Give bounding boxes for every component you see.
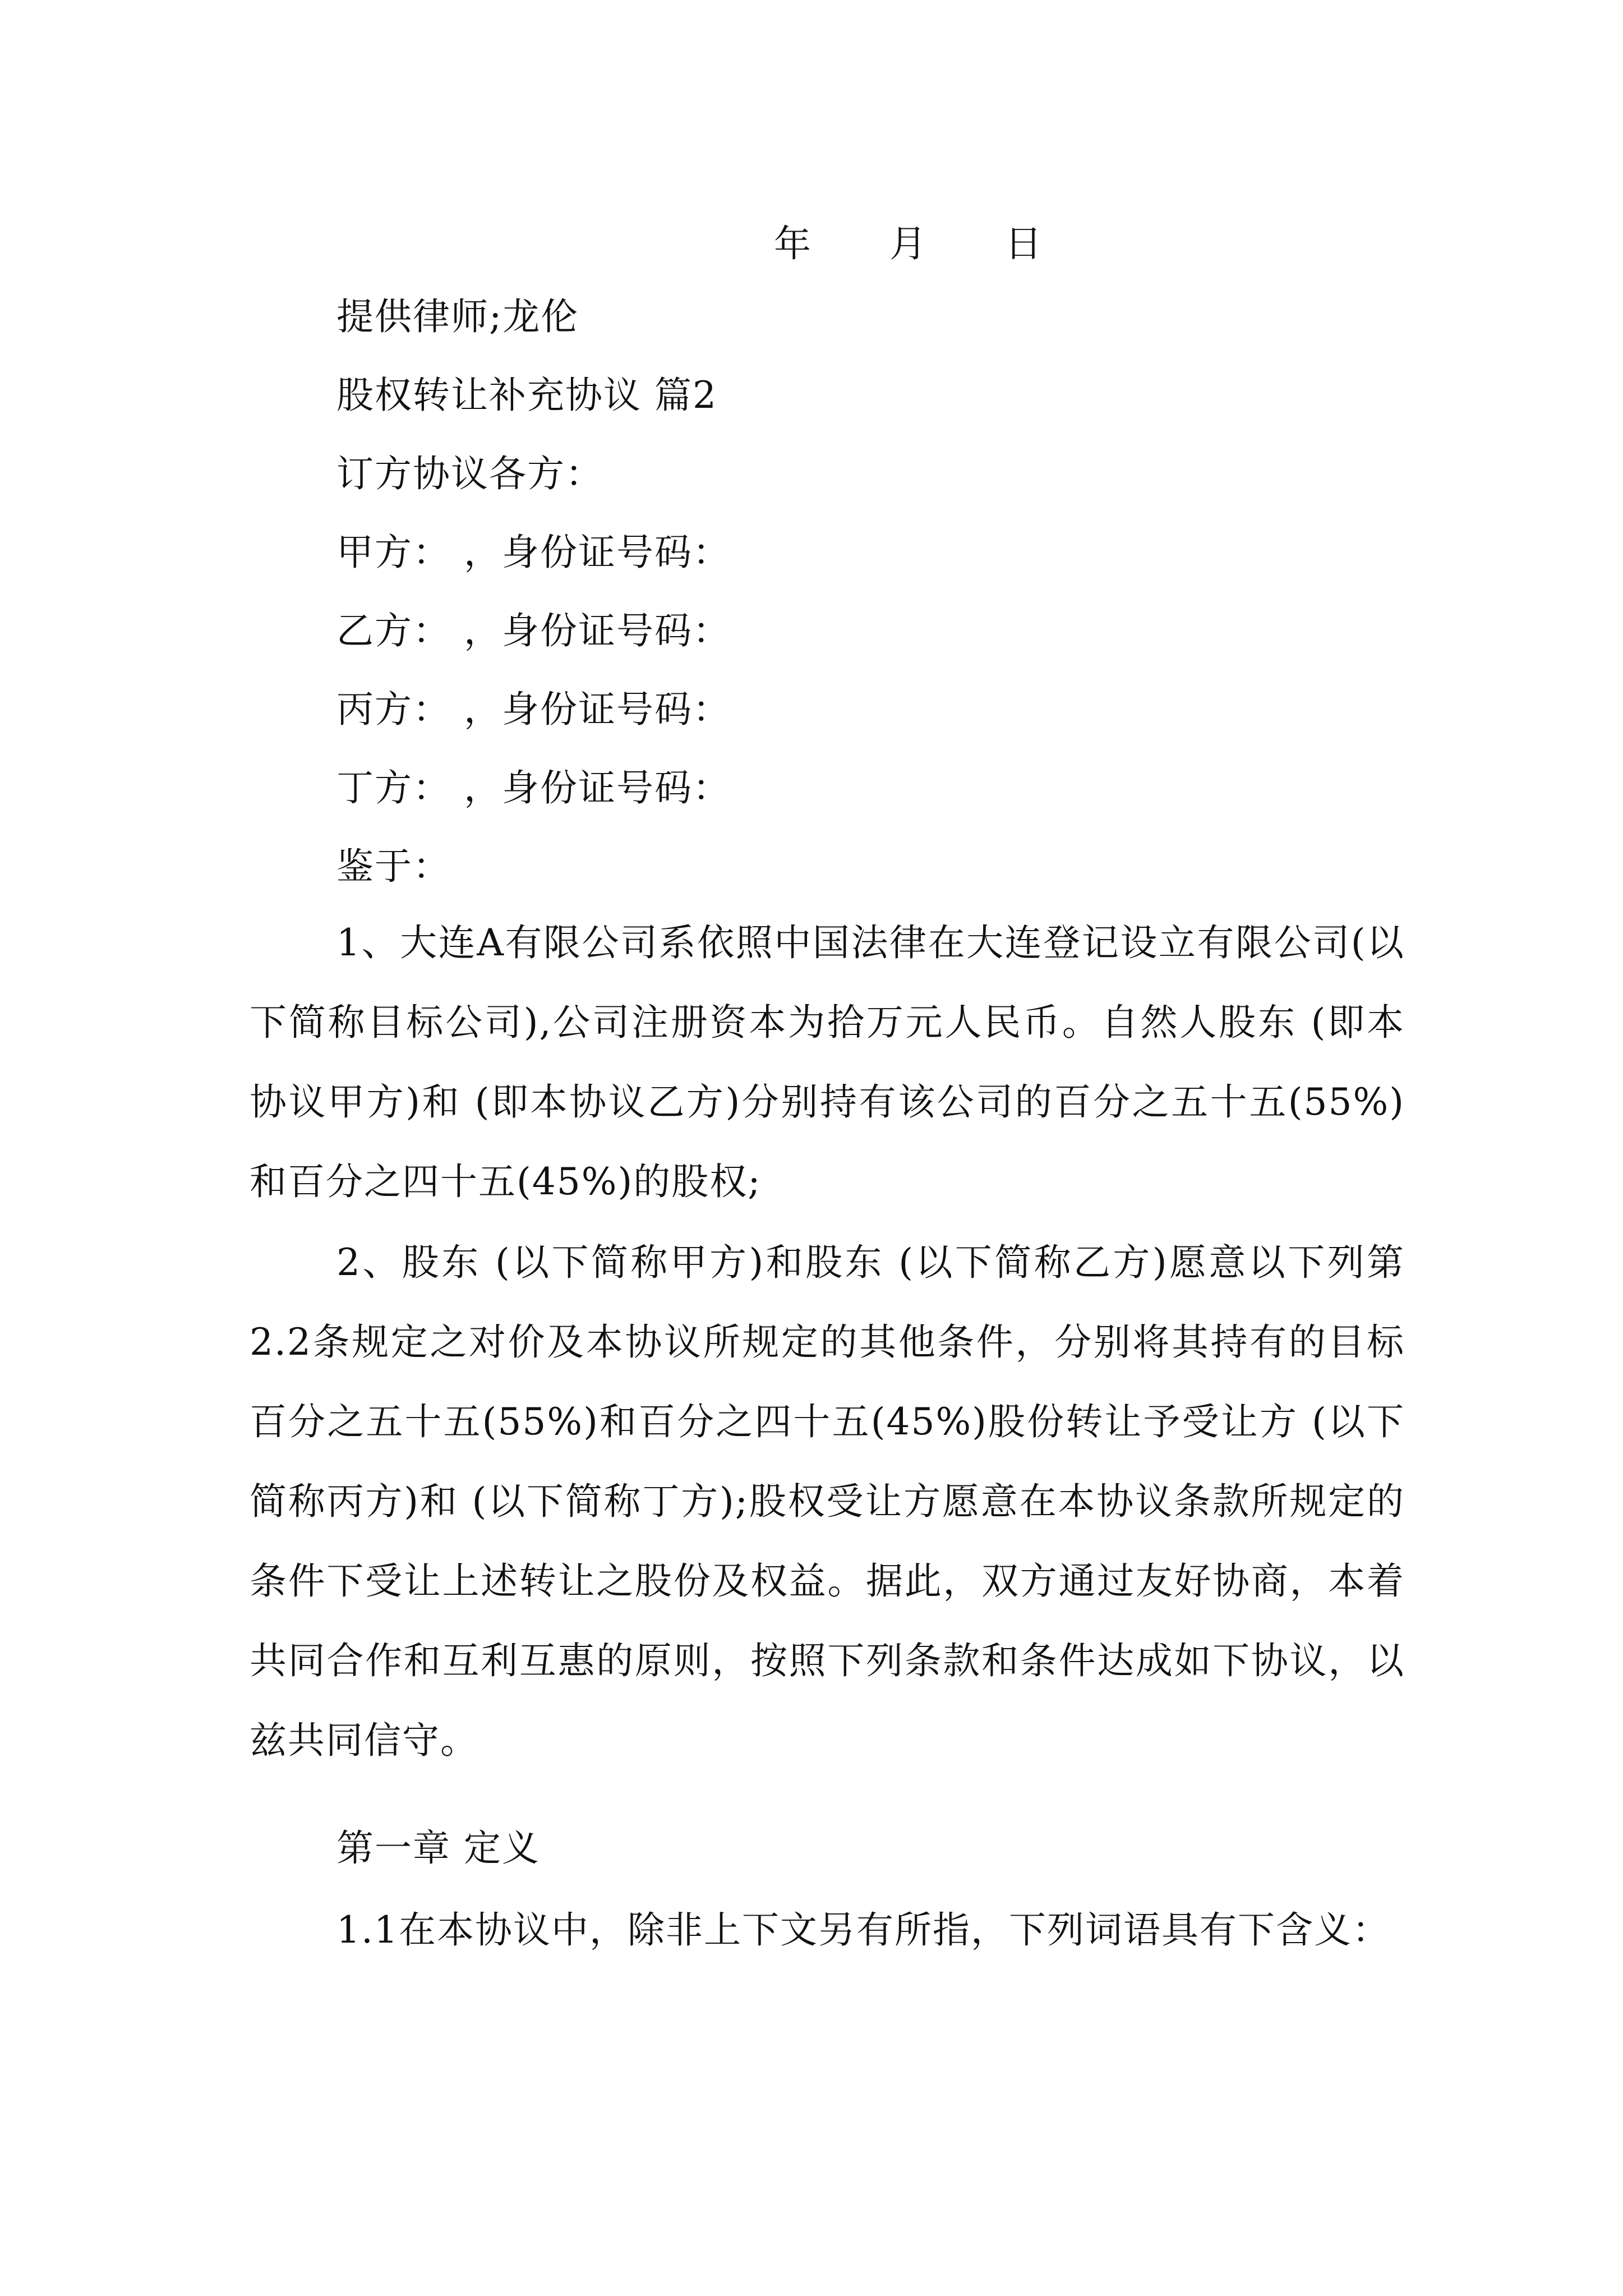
lawyer-credit: 提供律师;龙伦 bbox=[336, 295, 579, 338]
party-d-line: 丁方： ，身份证号码： bbox=[336, 766, 731, 809]
document-title: 股权转让补充协议 篇2 bbox=[336, 374, 717, 417]
party-b-line: 乙方： ，身份证号码： bbox=[336, 609, 731, 652]
party-c-line: 丙方： ，身份证号码： bbox=[336, 688, 731, 731]
recital-paragraph-1: 1、大连A有限公司系依照中国法律在大连登记设立有限公司(以下简称目标公司),公司注册资本为拾万元人民币。自然人股东 (即本协议甲方)和 (即本协议乙方)分别持有该公司的百分之五十五(55%)和百分之四十五(45%)的股权; bbox=[250, 921, 1405, 1203]
party-a-line: 甲方： ，身份证号码： bbox=[336, 531, 731, 574]
recital-paragraph-2: 2、股东 (以下简称甲方)和股东 (以下简称乙方)愿意以下列第2.2条规定之对价及本协议所规定的其他条件，分别将其持有的目标百分之五十五(55%)和百分之四十五(45%)股份转让予受让方 (以下简称丙方)和 (以下简称丁方);股权受让方愿意在本协议条款所规定的条件下受让上述转让之股份及权益。据此，双方通过友好协商，本着共同合作和互利互惠的原则，按照下列条款和条件达成如下协议，以兹共同信守。 bbox=[250, 1241, 1405, 1762]
signature-date-line: 年 月 日 bbox=[774, 222, 1043, 265]
parties-intro: 订方协议各方： bbox=[336, 452, 603, 495]
whereas-heading: 鉴于： bbox=[336, 845, 451, 888]
chapter-heading: 第一章 定义 bbox=[336, 1826, 540, 1870]
clause-1-1: 1.1在本协议中，除非上下文另有所指，下列词语具有下含义： bbox=[336, 1908, 1390, 1952]
